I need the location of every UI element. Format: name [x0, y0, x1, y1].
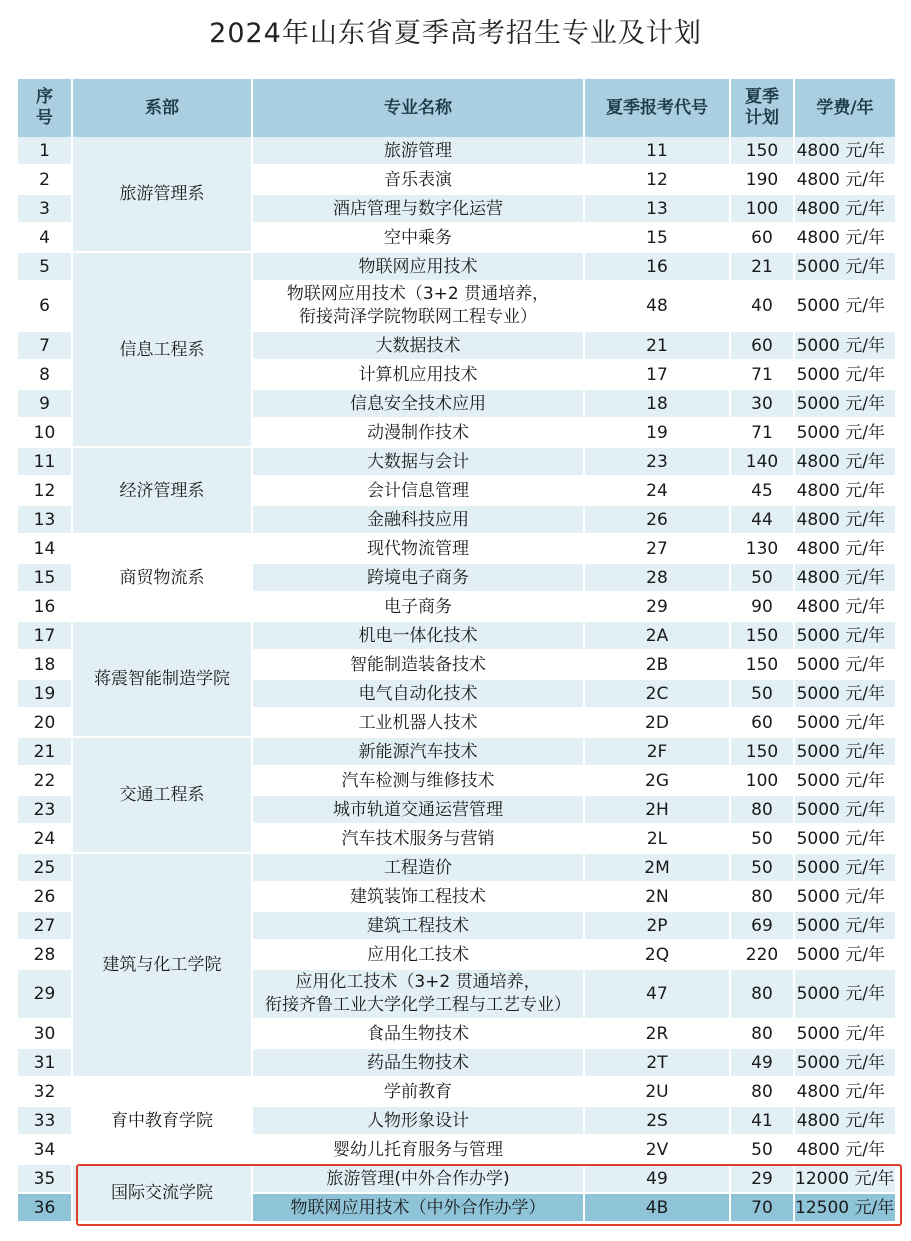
- exam-code: 2S: [584, 1106, 730, 1135]
- plan-count: 29: [730, 1164, 794, 1193]
- exam-code: 29: [584, 592, 730, 621]
- major-name: 婴幼儿托育服务与管理: [252, 1135, 584, 1164]
- tuition-fee: 4800 元/年: [794, 1077, 896, 1106]
- table-row: [18, 534, 896, 563]
- row-index: 17: [18, 621, 72, 650]
- plan-count: 45: [730, 476, 794, 505]
- major-name: 物联网应用技术（3+2 贯通培养， 衔接菏泽学院物联网工程专业）: [252, 281, 584, 331]
- exam-code: 2L: [584, 824, 730, 853]
- header-major: 专业名称: [252, 79, 584, 137]
- header-text: 序 号: [36, 87, 53, 128]
- major-name: 大数据技术: [252, 331, 584, 360]
- exam-code: 2B: [584, 650, 730, 679]
- table-row: [18, 737, 896, 766]
- exam-code: 2P: [584, 911, 730, 940]
- table-row: [18, 137, 896, 165]
- major-name: 学前教育: [252, 1077, 584, 1106]
- plan-count: 90: [730, 592, 794, 621]
- row-index: 34: [18, 1135, 72, 1164]
- exam-code: 13: [584, 194, 730, 223]
- header-text: 夏季 计划: [745, 87, 779, 128]
- row-index: 19: [18, 679, 72, 708]
- tuition-fee: 5000 元/年: [794, 1019, 896, 1048]
- plan-count: 60: [730, 331, 794, 360]
- row-index: 13: [18, 505, 72, 534]
- exam-code: 24: [584, 476, 730, 505]
- exam-code: 19: [584, 418, 730, 447]
- major-name: 计算机应用技术: [252, 360, 584, 389]
- major-name: 现代物流管理: [252, 534, 584, 563]
- major-name: 药品生物技术: [252, 1048, 584, 1077]
- tuition-fee: 5000 元/年: [794, 824, 896, 853]
- table-row: [18, 447, 896, 476]
- tuition-fee: 12500 元/年: [794, 1193, 896, 1222]
- row-index: 11: [18, 447, 72, 476]
- row-index: 18: [18, 650, 72, 679]
- row-index: 7: [18, 331, 72, 360]
- plan-count: 50: [730, 679, 794, 708]
- row-index: 10: [18, 418, 72, 447]
- plan-count: 30: [730, 389, 794, 418]
- plan-count: 50: [730, 563, 794, 592]
- plan-count: 150: [730, 650, 794, 679]
- major-name: 应用化工技术（3+2 贯通培养， 衔接齐鲁工业大学化学工程与工艺专业）: [252, 969, 584, 1019]
- page-title: 2024年山东省夏季高考招生专业及计划: [209, 18, 702, 49]
- header-index: [18, 79, 72, 137]
- major-name: 电子商务: [252, 592, 584, 621]
- table-row: [18, 252, 896, 281]
- tuition-fee: 5000 元/年: [794, 795, 896, 824]
- exam-code: 21: [584, 331, 730, 360]
- exam-code: 2U: [584, 1077, 730, 1106]
- header-code: 夏季报考代号: [584, 79, 730, 137]
- department-cell: 育中教育学院: [72, 1077, 252, 1164]
- major-name: 跨境电子商务: [252, 563, 584, 592]
- tuition-fee: 4800 元/年: [794, 476, 896, 505]
- major-name: 动漫制作技术: [252, 418, 584, 447]
- plan-count: 71: [730, 418, 794, 447]
- major-name: 汽车检测与维修技术: [252, 766, 584, 795]
- exam-code: 2D: [584, 708, 730, 737]
- major-name: 工程造价: [252, 853, 584, 882]
- exam-code: 11: [584, 137, 730, 165]
- tuition-fee: 5000 元/年: [794, 708, 896, 737]
- row-index: 4: [18, 223, 72, 252]
- tuition-fee: 4800 元/年: [794, 1106, 896, 1135]
- tuition-fee: 5000 元/年: [794, 650, 896, 679]
- major-name: 汽车技术服务与营销: [252, 824, 584, 853]
- row-index: 32: [18, 1077, 72, 1106]
- exam-code: 15: [584, 223, 730, 252]
- header-fee: 学费/年: [794, 79, 896, 137]
- plan-count: 50: [730, 824, 794, 853]
- major-name: 物联网应用技术: [252, 252, 584, 281]
- table-row: [18, 853, 896, 882]
- tuition-fee: 4800 元/年: [794, 165, 896, 194]
- row-index: 29: [18, 969, 72, 1019]
- plan-count: 80: [730, 795, 794, 824]
- plan-count: 70: [730, 1193, 794, 1222]
- table-header-row: [18, 79, 896, 137]
- department-cell: 旅游管理系: [72, 137, 252, 252]
- plan-count: 41: [730, 1106, 794, 1135]
- tuition-fee: 5000 元/年: [794, 331, 896, 360]
- tuition-fee: 4800 元/年: [794, 1135, 896, 1164]
- row-index: 28: [18, 940, 72, 969]
- row-index: 22: [18, 766, 72, 795]
- department-cell: 交通工程系: [72, 737, 252, 853]
- major-name: 酒店管理与数字化运营: [252, 194, 584, 223]
- plan-count: 40: [730, 281, 794, 331]
- tuition-fee: 5000 元/年: [794, 252, 896, 281]
- plan-count: 80: [730, 969, 794, 1019]
- tuition-fee: 5000 元/年: [794, 418, 896, 447]
- plan-count: 21: [730, 252, 794, 281]
- row-index: 24: [18, 824, 72, 853]
- tuition-fee: 5000 元/年: [794, 766, 896, 795]
- major-name: 电气自动化技术: [252, 679, 584, 708]
- department-cell: 蒋震智能制造学院: [72, 621, 252, 737]
- major-name: 信息安全技术应用: [252, 389, 584, 418]
- row-index: 2: [18, 165, 72, 194]
- department-cell: 建筑与化工学院: [72, 853, 252, 1077]
- exam-code: 12: [584, 165, 730, 194]
- row-index: 35: [18, 1164, 72, 1193]
- plan-count: 150: [730, 621, 794, 650]
- exam-code: 28: [584, 563, 730, 592]
- plan-count: 44: [730, 505, 794, 534]
- exam-code: 27: [584, 534, 730, 563]
- exam-code: 2R: [584, 1019, 730, 1048]
- plan-count: 60: [730, 223, 794, 252]
- row-index: 25: [18, 853, 72, 882]
- plan-count: 100: [730, 766, 794, 795]
- header-plan: [730, 79, 794, 137]
- row-index: 6: [18, 281, 72, 331]
- row-index: 31: [18, 1048, 72, 1077]
- table-row: [18, 1077, 896, 1106]
- enrollment-table: [18, 79, 897, 1223]
- tuition-fee: 5000 元/年: [794, 281, 896, 331]
- tuition-fee: 5000 元/年: [794, 882, 896, 911]
- row-index: 15: [18, 563, 72, 592]
- exam-code: 2M: [584, 853, 730, 882]
- row-index: 8: [18, 360, 72, 389]
- tuition-fee: 4800 元/年: [794, 592, 896, 621]
- exam-code: 23: [584, 447, 730, 476]
- row-index: 12: [18, 476, 72, 505]
- tuition-fee: 5000 元/年: [794, 679, 896, 708]
- major-name: 应用化工技术: [252, 940, 584, 969]
- row-index: 30: [18, 1019, 72, 1048]
- tuition-fee: 4800 元/年: [794, 137, 896, 165]
- plan-count: 80: [730, 882, 794, 911]
- tuition-fee: 5000 元/年: [794, 969, 896, 1019]
- exam-code: 26: [584, 505, 730, 534]
- row-index: 20: [18, 708, 72, 737]
- row-index: 27: [18, 911, 72, 940]
- major-name: 金融科技应用: [252, 505, 584, 534]
- tuition-fee: 4800 元/年: [794, 194, 896, 223]
- plan-count: 69: [730, 911, 794, 940]
- exam-code: 16: [584, 252, 730, 281]
- major-name: 城市轨道交通运营管理: [252, 795, 584, 824]
- enrollment-table-wrapper: [18, 79, 896, 1223]
- plan-count: 71: [730, 360, 794, 389]
- plan-count: 150: [730, 737, 794, 766]
- plan-count: 150: [730, 137, 794, 165]
- department-cell: 信息工程系: [72, 252, 252, 447]
- tuition-fee: 5000 元/年: [794, 911, 896, 940]
- major-name: 新能源汽车技术: [252, 737, 584, 766]
- major-name: 机电一体化技术: [252, 621, 584, 650]
- exam-code: 2Q: [584, 940, 730, 969]
- header-department: 系部: [72, 79, 252, 137]
- row-index: 5: [18, 252, 72, 281]
- plan-count: 50: [730, 853, 794, 882]
- major-name: 空中乘务: [252, 223, 584, 252]
- table-row: [18, 621, 896, 650]
- tuition-fee: 4800 元/年: [794, 447, 896, 476]
- exam-code: 2V: [584, 1135, 730, 1164]
- exam-code: 18: [584, 389, 730, 418]
- plan-count: 190: [730, 165, 794, 194]
- tuition-fee: 5000 元/年: [794, 853, 896, 882]
- exam-code: 2H: [584, 795, 730, 824]
- major-name: 建筑工程技术: [252, 911, 584, 940]
- plan-count: 80: [730, 1019, 794, 1048]
- exam-code: 47: [584, 969, 730, 1019]
- plan-count: 60: [730, 708, 794, 737]
- exam-code: 17: [584, 360, 730, 389]
- exam-code: 2A: [584, 621, 730, 650]
- exam-code: 2T: [584, 1048, 730, 1077]
- plan-count: 130: [730, 534, 794, 563]
- major-name: 旅游管理: [252, 137, 584, 165]
- tuition-fee: 4800 元/年: [794, 534, 896, 563]
- exam-code: 2N: [584, 882, 730, 911]
- department-cell: 国际交流学院: [72, 1164, 252, 1222]
- plan-count: 140: [730, 447, 794, 476]
- row-index: 3: [18, 194, 72, 223]
- department-cell: 经济管理系: [72, 447, 252, 534]
- department-cell: 商贸物流系: [72, 534, 252, 621]
- major-name: 音乐表演: [252, 165, 584, 194]
- row-index: 9: [18, 389, 72, 418]
- row-index: 33: [18, 1106, 72, 1135]
- exam-code: 4B: [584, 1193, 730, 1222]
- tuition-fee: 4800 元/年: [794, 505, 896, 534]
- exam-code: 2C: [584, 679, 730, 708]
- row-index: 23: [18, 795, 72, 824]
- major-name: 建筑装饰工程技术: [252, 882, 584, 911]
- major-name: 会计信息管理: [252, 476, 584, 505]
- major-name: 物联网应用技术（中外合作办学）: [252, 1193, 584, 1222]
- tuition-fee: 4800 元/年: [794, 223, 896, 252]
- major-name: 大数据与会计: [252, 447, 584, 476]
- exam-code: 2F: [584, 737, 730, 766]
- plan-count: 100: [730, 194, 794, 223]
- major-name: 旅游管理(中外合作办学): [252, 1164, 584, 1193]
- major-name: 工业机器人技术: [252, 708, 584, 737]
- plan-count: 50: [730, 1135, 794, 1164]
- row-index: 36: [18, 1193, 72, 1222]
- major-name: 智能制造装备技术: [252, 650, 584, 679]
- tuition-fee: 5000 元/年: [794, 737, 896, 766]
- row-index: 21: [18, 737, 72, 766]
- exam-code: 48: [584, 281, 730, 331]
- tuition-fee: 5000 元/年: [794, 360, 896, 389]
- table-row: [18, 1164, 896, 1193]
- exam-code: 49: [584, 1164, 730, 1193]
- row-index: 26: [18, 882, 72, 911]
- tuition-fee: 4800 元/年: [794, 563, 896, 592]
- exam-code: 2G: [584, 766, 730, 795]
- tuition-fee: 5000 元/年: [794, 389, 896, 418]
- plan-count: 80: [730, 1077, 794, 1106]
- plan-count: 220: [730, 940, 794, 969]
- tuition-fee: 5000 元/年: [794, 1048, 896, 1077]
- row-index: 14: [18, 534, 72, 563]
- plan-count: 49: [730, 1048, 794, 1077]
- tuition-fee: 12000 元/年: [794, 1164, 896, 1193]
- table-body: [18, 137, 896, 1222]
- major-name: 人物形象设计: [252, 1106, 584, 1135]
- tuition-fee: 5000 元/年: [794, 621, 896, 650]
- row-index: 16: [18, 592, 72, 621]
- tuition-fee: 5000 元/年: [794, 940, 896, 969]
- row-index: 1: [18, 137, 72, 165]
- major-name: 食品生物技术: [252, 1019, 584, 1048]
